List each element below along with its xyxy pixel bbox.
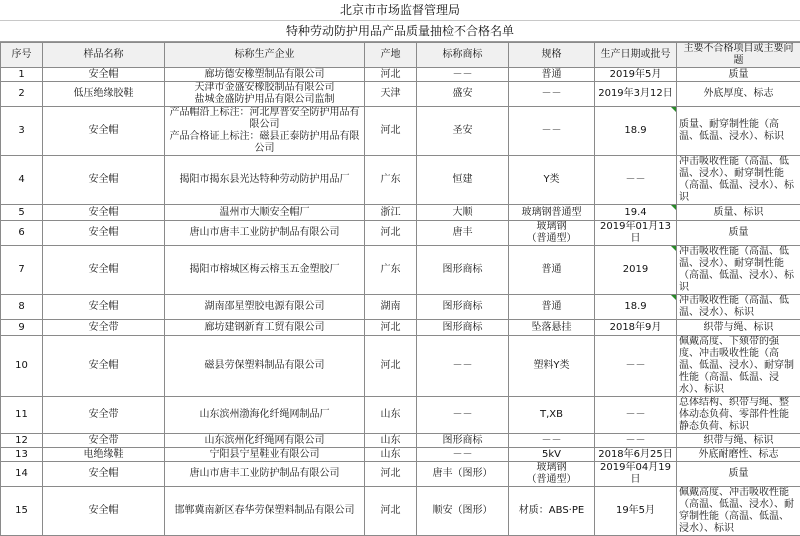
- cell-spec: －－: [509, 434, 595, 448]
- cell-spec: 塑料Y类: [509, 336, 595, 397]
- cell-brand: 恒建: [417, 156, 509, 205]
- cell-issue: 冲击吸收性能（高温、低温、浸水）、耐穿制性能（高温、低温、浸水）、标识: [677, 156, 800, 205]
- cell-no: 4: [1, 156, 43, 205]
- table-row: [1, 205, 800, 221]
- cell-brand: 图形商标: [417, 320, 509, 336]
- cell-issue: 冲击吸收性能（高温、低温、浸水）、耐穿制性能（高温、低温、浸水）、标识: [677, 246, 800, 295]
- cell-sample-name: 安全带: [43, 434, 165, 448]
- cell-sample-name: 安全带: [43, 397, 165, 434]
- table-row: [1, 320, 800, 336]
- cell-date: 2019年04月19日: [595, 462, 677, 487]
- cell-sample-name: 安全帽: [43, 107, 165, 156]
- cell-no: 9: [1, 320, 43, 336]
- cell-issue: 织带与绳、标识: [677, 320, 800, 336]
- cell-issue: 外底耐磨性、标志: [677, 448, 800, 462]
- cell-manufacturer: 邯郸冀南新区春华劳保塑料制品有限公司: [165, 487, 365, 536]
- cell-brand: 图形商标: [417, 295, 509, 320]
- cell-manufacturer: 湖南邵星塑胶电源有限公司: [165, 295, 365, 320]
- cell-manufacturer: 廊坊建钢新育工贸有限公司: [165, 320, 365, 336]
- cell-spec: －－: [509, 82, 595, 107]
- cell-date: －－: [595, 336, 677, 397]
- cell-manufacturer: 唐山市唐丰工业防护制品有限公司: [165, 221, 365, 246]
- table-row: [1, 462, 800, 487]
- cell-sample-name: 安全帽: [43, 68, 165, 82]
- col-header-brand: 标称商标: [417, 43, 509, 68]
- cell-no: 3: [1, 107, 43, 156]
- cell-manufacturer: 揭阳市揭东县光达特种劳动防护用品厂: [165, 156, 365, 205]
- cell-issue: 质量、标识: [677, 205, 800, 221]
- col-header-date: 生产日期或批号: [595, 43, 677, 68]
- cell-issue: 质量: [677, 221, 800, 246]
- cell-origin: 浙江: [365, 205, 417, 221]
- cell-brand: 顺安（图形）: [417, 487, 509, 536]
- cell-sample-name: 安全帽: [43, 336, 165, 397]
- cell-issue: 总体结构、织带与绳、整体动态负荷、零部件性能静态负荷、标识: [677, 397, 800, 434]
- cell-no: 10: [1, 336, 43, 397]
- cell-manufacturer: 廊坊德安橡塑制品有限公司: [165, 68, 365, 82]
- cell-sample-name: 安全帽: [43, 221, 165, 246]
- cell-manufacturer: 山东滨州化纤绳网有限公司: [165, 434, 365, 448]
- table-row: [1, 82, 800, 107]
- cell-sample-name: 安全帽: [43, 295, 165, 320]
- cell-spec: 普通: [509, 246, 595, 295]
- col-header-no: 序号: [1, 43, 43, 68]
- cell-no: 6: [1, 221, 43, 246]
- cell-no: 2: [1, 82, 43, 107]
- cell-brand: 圣安: [417, 107, 509, 156]
- cell-no: 15: [1, 487, 43, 536]
- col-header-maker: 标称生产企业: [165, 43, 365, 68]
- cell-origin: 河北: [365, 320, 417, 336]
- cell-brand: 唐丰: [417, 221, 509, 246]
- cell-sample-name: 电绝缘鞋: [43, 448, 165, 462]
- cell-spec: 玻璃钢 （普通型）: [509, 462, 595, 487]
- table-row: [1, 107, 800, 156]
- cell-manufacturer: 产品帽沿上标注：河北厚普安全防护用品有限公司 产品合格证上标注：磁县正泰防护用品有限公司: [165, 107, 365, 156]
- cell-sample-name: 安全帽: [43, 205, 165, 221]
- table-row: [1, 68, 800, 82]
- cell-date: 2018年9月: [595, 320, 677, 336]
- col-header-name: 样品名称: [43, 43, 165, 68]
- cell-spec: 普通: [509, 295, 595, 320]
- table-row: [1, 397, 800, 434]
- cell-no: 5: [1, 205, 43, 221]
- cell-no: 14: [1, 462, 43, 487]
- cell-date: 2018年6月25日: [595, 448, 677, 462]
- cell-brand: －－: [417, 448, 509, 462]
- cell-no: 7: [1, 246, 43, 295]
- cell-issue: 质量: [677, 462, 800, 487]
- cell-origin: 河北: [365, 487, 417, 536]
- cell-brand: －－: [417, 397, 509, 434]
- cell-brand: －－: [417, 68, 509, 82]
- cell-manufacturer: 磁县劳保塑料制品有限公司: [165, 336, 365, 397]
- cell-manufacturer: 山东滨州渤海化纤绳网制品厂: [165, 397, 365, 434]
- cell-no: 8: [1, 295, 43, 320]
- cell-issue: 冲击吸收性能（高温、低温、浸水）、标识: [677, 295, 800, 320]
- cell-date: 2019年3月12日: [595, 82, 677, 107]
- cell-spec: Y类: [509, 156, 595, 205]
- header-row: [1, 43, 800, 68]
- cell-manufacturer: 揭阳市榕城区梅云榕玉五金塑胶厂: [165, 246, 365, 295]
- cell-origin: 广东: [365, 156, 417, 205]
- cell-origin: 河北: [365, 68, 417, 82]
- col-header-issue: 主要不合格项目或主要问题: [677, 43, 800, 68]
- cell-spec: 玻璃钢 （普通型）: [509, 221, 595, 246]
- cell-spec: 玻璃钢普通型: [509, 205, 595, 221]
- cell-origin: 河北: [365, 462, 417, 487]
- cell-no: 12: [1, 434, 43, 448]
- cell-manufacturer: 温州市大顺安全帽厂: [165, 205, 365, 221]
- cell-sample-name: 安全帽: [43, 156, 165, 205]
- cell-manufacturer: 唐山市唐丰工业防护制品有限公司: [165, 462, 365, 487]
- cell-sample-name: 安全帽: [43, 487, 165, 536]
- cell-origin: 天津: [365, 82, 417, 107]
- table-row: [1, 487, 800, 536]
- table-row: [1, 336, 800, 397]
- cell-spec: 普通: [509, 68, 595, 82]
- cell-no: 11: [1, 397, 43, 434]
- cell-date: 19.4: [595, 205, 677, 221]
- table-row: [1, 448, 800, 462]
- agency-title: 北京市市场监督管理局: [0, 0, 800, 21]
- cell-brand: 图形商标: [417, 434, 509, 448]
- cell-sample-name: 安全帽: [43, 462, 165, 487]
- list-title: 特种劳动防护用品产品质量抽检不合格名单: [0, 21, 800, 42]
- cell-origin: 河北: [365, 336, 417, 397]
- cell-manufacturer: 天津市金盛安橡胶制品有限公司 盐城金盛防护用品有限公司监制: [165, 82, 365, 107]
- cell-origin: 山东: [365, 448, 417, 462]
- cell-spec: 材质：ABS·PE: [509, 487, 595, 536]
- col-header-spec: 规格: [509, 43, 595, 68]
- cell-issue: 织带与绳、标识: [677, 434, 800, 448]
- cell-date: －－: [595, 397, 677, 434]
- cell-issue: 质量、耐穿制性能（高温、低温、浸水）、标识: [677, 107, 800, 156]
- cell-issue: 佩戴高度、冲击吸收性能（高温、低温、浸水）、耐穿制性能（高温、低温、浸水）、标识: [677, 487, 800, 536]
- cell-brand: 盛安: [417, 82, 509, 107]
- cell-brand: －－: [417, 336, 509, 397]
- cell-sample-name: 低压绝缘胶鞋: [43, 82, 165, 107]
- col-header-origin: 产地: [365, 43, 417, 68]
- cell-no: 1: [1, 68, 43, 82]
- cell-origin: 河北: [365, 221, 417, 246]
- table-row: [1, 221, 800, 246]
- cell-spec: 5kV: [509, 448, 595, 462]
- cell-date: －－: [595, 434, 677, 448]
- cell-date: －－: [595, 156, 677, 205]
- cell-brand: 图形商标: [417, 246, 509, 295]
- cell-origin: 河北: [365, 107, 417, 156]
- cell-date: 18.9: [595, 107, 677, 156]
- cell-date: 2019年5月: [595, 68, 677, 82]
- cell-sample-name: 安全帽: [43, 246, 165, 295]
- cell-origin: 山东: [365, 434, 417, 448]
- cell-manufacturer: 宁阳县宁星鞋业有限公司: [165, 448, 365, 462]
- table-row: [1, 156, 800, 205]
- table-row: [1, 434, 800, 448]
- cell-spec: －－: [509, 107, 595, 156]
- cell-issue: 质量: [677, 68, 800, 82]
- cell-origin: 湖南: [365, 295, 417, 320]
- cell-date: 2019: [595, 246, 677, 295]
- cell-sample-name: 安全带: [43, 320, 165, 336]
- cell-brand: 唐丰（图形）: [417, 462, 509, 487]
- cell-brand: 大顺: [417, 205, 509, 221]
- cell-date: 19年5月: [595, 487, 677, 536]
- nonconforming-table: [0, 42, 800, 536]
- cell-origin: 山东: [365, 397, 417, 434]
- cell-spec: 坠落悬挂: [509, 320, 595, 336]
- cell-date: 2019年01月13日: [595, 221, 677, 246]
- cell-issue: 外底厚度、标志: [677, 82, 800, 107]
- table-row: [1, 246, 800, 295]
- cell-no: 13: [1, 448, 43, 462]
- table-row: [1, 295, 800, 320]
- cell-date: 18.9: [595, 295, 677, 320]
- cell-issue: 佩戴高度、下颏带的强度、冲击吸收性能（高温、低温、浸水）、耐穿制性能（高温、低温、浸水）、标识: [677, 336, 800, 397]
- cell-spec: T,XB: [509, 397, 595, 434]
- cell-origin: 广东: [365, 246, 417, 295]
